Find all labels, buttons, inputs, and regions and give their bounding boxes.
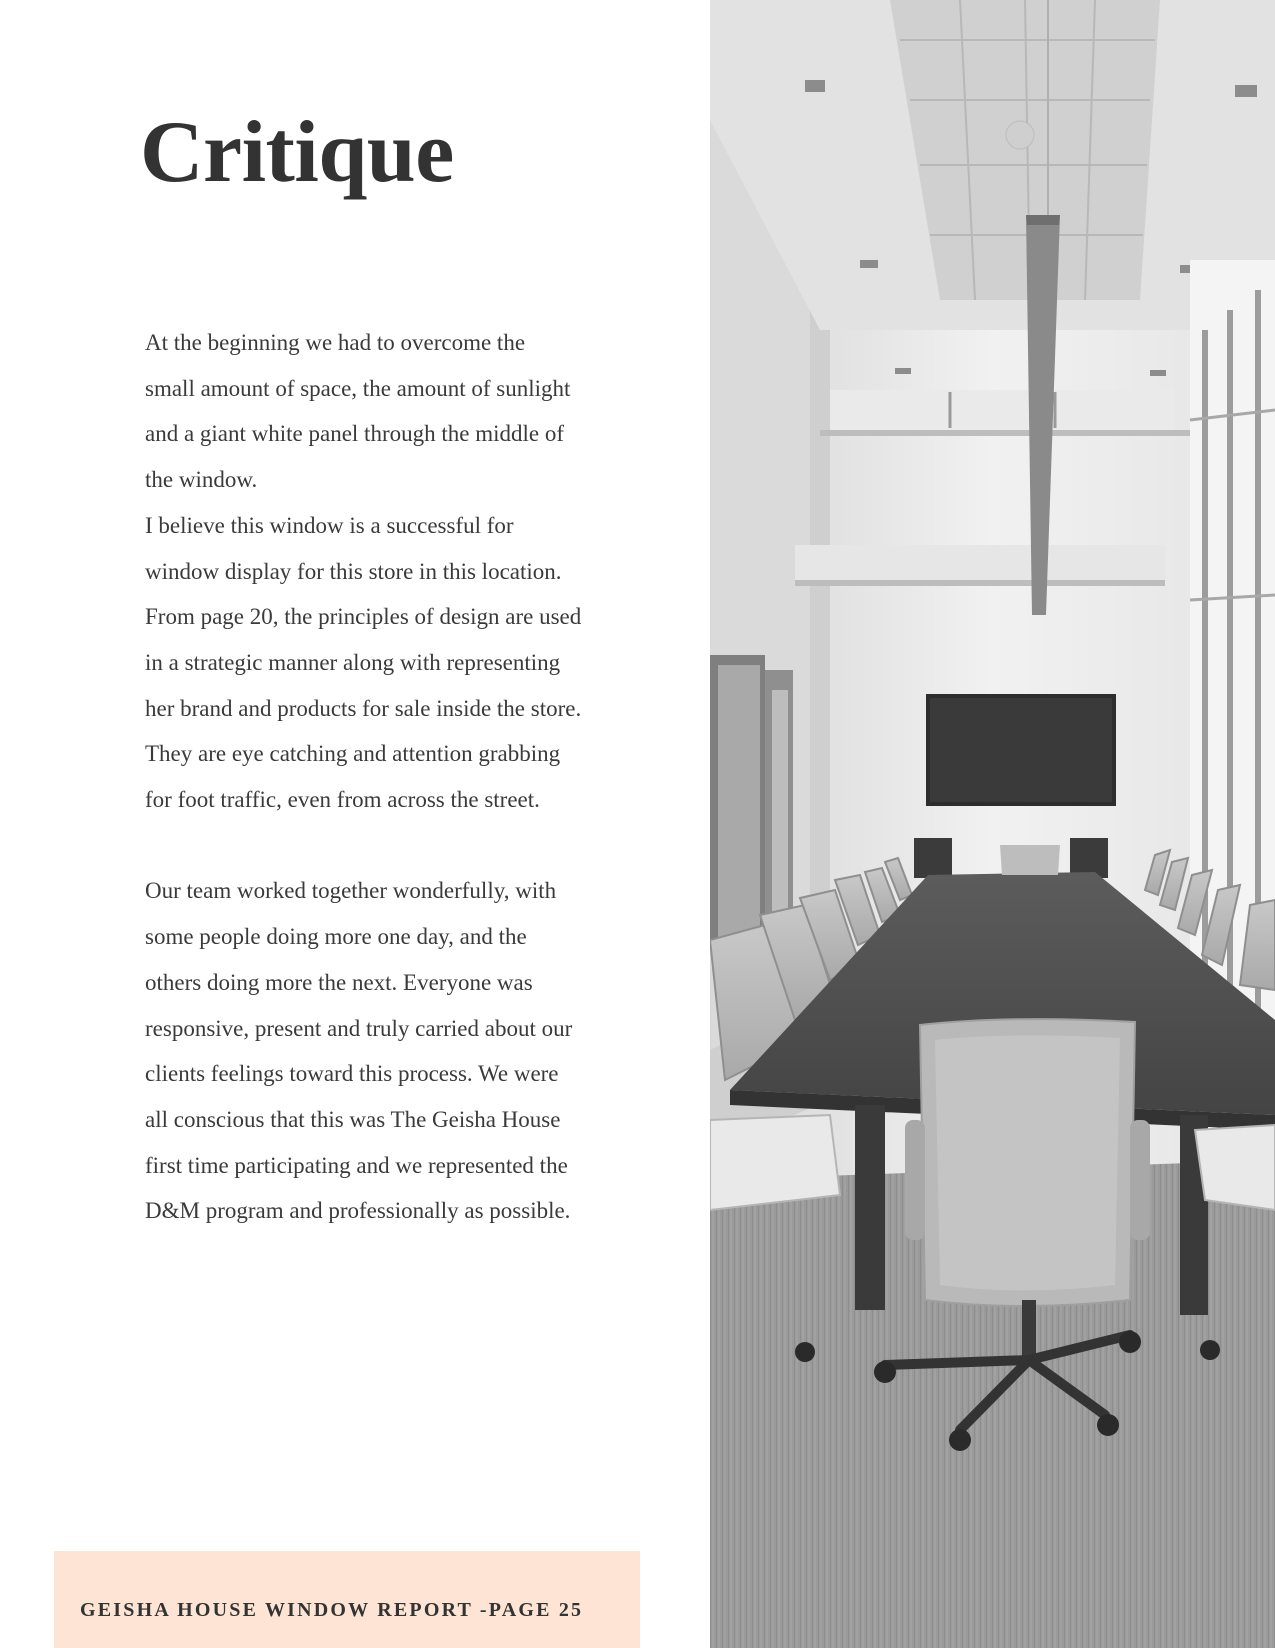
text-line: the window. [145,467,258,493]
text-line: and a giant white panel through the middle of [145,421,564,447]
text-line: all conscious that this was The Geisha House [145,1106,561,1132]
text-line: D&M program and professionally as possible. [145,1198,571,1224]
text-line: At the beginning we had to overcome the [145,330,526,355]
text-line: for foot traffic, even from across the street. [145,787,540,813]
text-line: first time participating and we represented the [145,1152,568,1178]
text-line: I believe this window is a successful for [145,512,514,538]
text-line: window display for this store in this location. [145,558,562,584]
text-line: in a strategic manner along with representing [145,649,561,675]
footer-band [54,1551,640,1648]
footer-text: GEISHA HOUSE WINDOW REPORT -PAGE 25 [80,1599,584,1621]
text-line: others doing more the next. Everyone was [145,969,533,995]
critique-body [145,320,645,1234]
text-line: From page 20, the principles of design are used [145,604,582,630]
text-line: small amount of space, the amount of sunlight [145,375,571,401]
paragraph-gap [145,823,645,869]
text-line: her brand and products for sale inside the store. [145,695,582,721]
page-title: Critique [140,104,454,201]
conference-room-photo [710,0,1275,1648]
text-line: responsive, present and truly carried about our [145,1015,573,1041]
text-line: They are eye catching and attention grabbing [145,741,561,767]
text-line: clients feelings toward this process. We were [145,1061,559,1087]
text-line: some people doing more one day, and the [145,924,527,950]
text-line: Our team worked together wonderfully, with [145,878,557,904]
